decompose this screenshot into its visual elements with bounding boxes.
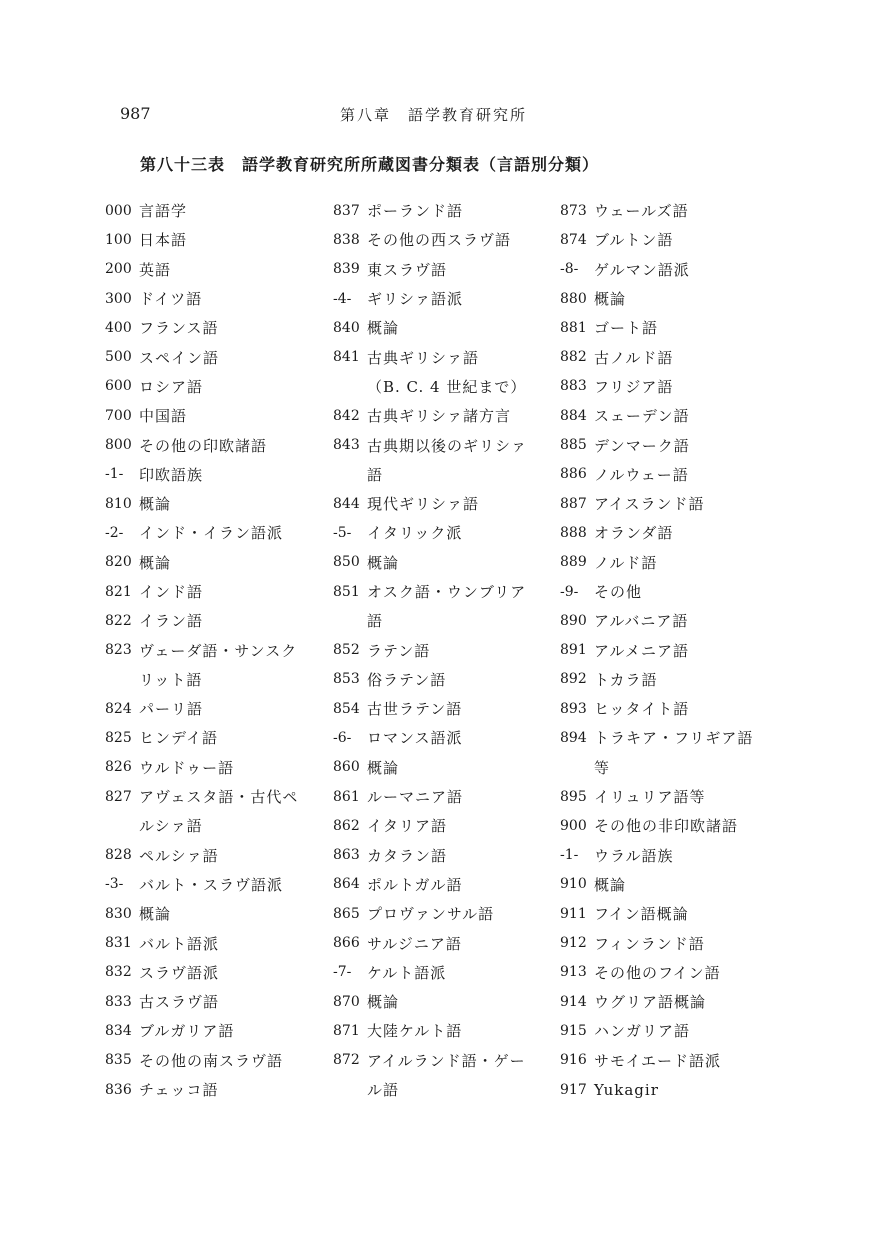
class-label: 日本語 xyxy=(139,231,188,250)
class-label: イタリア語 xyxy=(367,817,448,836)
class-code: 500 xyxy=(105,349,132,366)
class-code: 833 xyxy=(105,993,132,1010)
classification-row xyxy=(333,694,568,723)
class-code: 865 xyxy=(333,905,360,922)
class-code: -1- xyxy=(560,847,579,864)
class-code: 100 xyxy=(105,231,132,248)
class-code: 890 xyxy=(560,612,587,629)
classification-row xyxy=(560,723,795,752)
classification-row xyxy=(560,635,795,664)
class-code: 851 xyxy=(333,583,360,600)
class-code: 823 xyxy=(105,642,132,659)
class-label: ラテン語 xyxy=(367,641,431,660)
class-code: 889 xyxy=(560,554,587,571)
classification-row xyxy=(105,518,340,547)
class-code: 800 xyxy=(105,437,132,454)
classification-row xyxy=(105,958,340,987)
class-label: アイルランド語・ゲー xyxy=(367,1051,526,1070)
classification-row xyxy=(560,1075,795,1104)
classification-row xyxy=(105,987,340,1016)
classification-row xyxy=(333,489,568,518)
class-label: その他の南スラヴ語 xyxy=(139,1051,284,1070)
class-label: ゴート語 xyxy=(594,319,659,338)
class-label: ロシア語 xyxy=(139,377,204,396)
classification-row xyxy=(105,928,340,957)
classification-row xyxy=(560,196,795,225)
class-label: イリュリア語等 xyxy=(594,788,706,807)
classification-row xyxy=(333,1016,568,1045)
class-label: ヴェーダ語・サンスク xyxy=(139,641,298,660)
class-code: 874 xyxy=(560,231,587,248)
class-code: 820 xyxy=(105,554,132,571)
class-code: 864 xyxy=(333,876,360,893)
class-code: 886 xyxy=(560,466,587,483)
class-label: スェーデン語 xyxy=(594,407,690,426)
class-label: その他 xyxy=(594,583,643,601)
classification-column-2 xyxy=(333,196,568,1104)
class-label: 言語学 xyxy=(139,202,188,221)
classification-row xyxy=(560,1016,795,1045)
class-code: 900 xyxy=(560,817,587,834)
classification-row xyxy=(560,841,795,870)
class-label: その他のフイン語 xyxy=(594,963,721,982)
class-label: 俗ラテン語 xyxy=(367,670,447,689)
classification-row xyxy=(560,489,795,518)
classification-row xyxy=(560,694,795,723)
class-label: インド語 xyxy=(139,583,204,601)
running-head: 第八章 語学教育研究所 xyxy=(340,106,528,124)
page-header xyxy=(0,104,874,128)
classification-row xyxy=(333,577,568,606)
classification-row xyxy=(560,665,795,694)
classification-row xyxy=(105,723,340,752)
class-label: カタラン語 xyxy=(367,846,448,865)
classification-row xyxy=(560,313,795,342)
class-code: 843 xyxy=(333,437,360,454)
class-code: 844 xyxy=(333,495,360,512)
classification-row xyxy=(333,811,568,840)
classification-row xyxy=(333,870,568,899)
class-code: 871 xyxy=(333,1022,360,1039)
class-label: ギリシァ語派 xyxy=(367,290,464,309)
class-code: 880 xyxy=(560,290,587,307)
class-label: 概論 xyxy=(139,553,172,572)
class-label: 大陸ケルト語 xyxy=(367,1022,463,1041)
class-label: バルト・スラヴ語派 xyxy=(139,875,284,894)
class-label: オスク語・ウンブリア xyxy=(367,583,527,601)
classification-row xyxy=(105,548,340,577)
classification-row xyxy=(333,987,568,1016)
classification-row xyxy=(105,606,340,635)
class-code: 911 xyxy=(560,905,587,922)
classification-row xyxy=(560,401,795,430)
class-label: ヒッタイト語 xyxy=(594,700,690,719)
class-code: 000 xyxy=(105,202,132,219)
class-label: プロヴァンサル語 xyxy=(367,905,495,924)
class-code: 834 xyxy=(105,1022,132,1039)
class-code: 887 xyxy=(560,495,587,512)
class-label: 古世ラテン語 xyxy=(367,700,463,719)
classification-row xyxy=(333,255,568,284)
class-code: 853 xyxy=(333,671,360,688)
classification-row xyxy=(560,606,795,635)
page-number: 987 xyxy=(120,104,151,123)
class-label: トラキア・フリギア語 xyxy=(594,729,754,748)
class-label: イラン語 xyxy=(139,612,204,631)
classification-row xyxy=(560,928,795,957)
classification-row xyxy=(560,753,795,782)
classification-row xyxy=(333,753,568,782)
class-code: 894 xyxy=(560,729,587,746)
classification-row xyxy=(560,1046,795,1075)
class-label: チェッコ語 xyxy=(139,1081,219,1100)
class-label: 古典期以後のギリシァ xyxy=(367,436,528,455)
classification-row xyxy=(560,518,795,547)
class-code: -2- xyxy=(105,524,124,541)
classification-row xyxy=(560,342,795,371)
classification-row xyxy=(560,987,795,1016)
class-code: -6- xyxy=(333,729,352,746)
class-code: 841 xyxy=(333,349,360,366)
class-label: ヒンデイ語 xyxy=(139,729,218,748)
class-code: 400 xyxy=(105,319,132,336)
class-code: 866 xyxy=(333,935,360,952)
class-code: 860 xyxy=(333,759,360,776)
class-label: ケルト語派 xyxy=(367,963,447,982)
class-code: 862 xyxy=(333,817,360,834)
classification-row xyxy=(105,1075,340,1104)
class-label: その他の非印欧諸語 xyxy=(594,817,739,836)
class-label: イタリック派 xyxy=(367,524,463,543)
classification-row xyxy=(105,489,340,518)
classification-row xyxy=(560,577,795,606)
classification-row xyxy=(105,196,340,225)
classification-row xyxy=(105,284,340,313)
classification-row xyxy=(105,1016,340,1045)
class-code: 916 xyxy=(560,1052,587,1069)
class-label: アルメニア語 xyxy=(594,641,689,660)
classification-row xyxy=(333,782,568,811)
class-label: その他の西スラヴ語 xyxy=(367,231,512,250)
class-label: ゲルマン語派 xyxy=(594,260,690,279)
class-code: 891 xyxy=(560,642,587,659)
class-label: ルシァ語 xyxy=(139,817,203,836)
classification-row xyxy=(333,313,568,342)
classification-row xyxy=(105,665,340,694)
class-code: 892 xyxy=(560,671,587,688)
class-code: 836 xyxy=(105,1081,132,1098)
class-label: ウェールズ語 xyxy=(594,202,689,221)
class-code: 838 xyxy=(333,231,360,248)
classification-row xyxy=(560,548,795,577)
class-code: 910 xyxy=(560,876,587,893)
classification-row xyxy=(333,225,568,254)
class-label: 概論 xyxy=(139,495,172,514)
class-label: その他の印欧諸語 xyxy=(139,436,268,455)
classification-row xyxy=(560,225,795,254)
classification-row xyxy=(333,372,568,401)
class-label: 等 xyxy=(594,758,611,777)
classification-row xyxy=(560,899,795,928)
class-code: -9- xyxy=(560,583,579,600)
class-label: 印欧語族 xyxy=(139,465,204,484)
classification-row xyxy=(333,430,568,459)
class-label: ブルトン語 xyxy=(594,231,674,250)
class-code: -4- xyxy=(333,290,352,307)
classification-row xyxy=(105,782,340,811)
class-label: ウラル語族 xyxy=(594,846,674,865)
classification-row xyxy=(560,958,795,987)
class-code: 827 xyxy=(105,788,132,805)
class-label: Yukagir xyxy=(594,1080,659,1099)
class-label: ウルドゥー語 xyxy=(139,758,235,777)
classification-row xyxy=(333,723,568,752)
class-code: 885 xyxy=(560,437,587,454)
classification-row xyxy=(333,1046,568,1075)
class-label: アイスランド語 xyxy=(594,495,705,514)
class-label: ロマンス語派 xyxy=(367,729,463,748)
class-code: 828 xyxy=(105,847,132,864)
class-label: フィンランド語 xyxy=(594,934,705,953)
classification-column-1 xyxy=(105,196,340,1104)
class-code: 870 xyxy=(333,993,360,1010)
class-label: 古ノルド語 xyxy=(594,348,674,367)
class-code: 861 xyxy=(333,788,360,805)
class-code: 863 xyxy=(333,847,360,864)
class-code: 842 xyxy=(333,407,360,424)
classification-row xyxy=(105,313,340,342)
class-code: 600 xyxy=(105,378,132,395)
class-label: ハンガリア語 xyxy=(594,1022,691,1041)
class-label: スペイン語 xyxy=(139,348,220,367)
classification-row xyxy=(333,1075,568,1104)
classification-row xyxy=(105,430,340,459)
class-code: 810 xyxy=(105,495,132,512)
class-label: サモイエード語派 xyxy=(594,1051,721,1070)
class-code: 837 xyxy=(333,202,360,219)
classification-row xyxy=(333,606,568,635)
class-label: 古典ギリシァ諸方言 xyxy=(367,407,512,426)
classification-row xyxy=(105,753,340,782)
class-label: インド・イラン語派 xyxy=(139,524,284,543)
class-code: 839 xyxy=(333,261,360,278)
classification-row xyxy=(333,635,568,664)
class-code: 882 xyxy=(560,349,587,366)
class-label: サルジニア語 xyxy=(367,934,462,953)
class-label: 中国語 xyxy=(139,407,188,426)
class-label: （B. C. 4 世紀まで） xyxy=(367,377,527,396)
class-label: 概論 xyxy=(594,875,627,894)
class-label: フイン語概論 xyxy=(594,905,689,924)
class-label: オランダ語 xyxy=(594,524,674,543)
class-code: 914 xyxy=(560,993,587,1010)
classification-row xyxy=(105,372,340,401)
classification-row xyxy=(105,841,340,870)
class-code: 872 xyxy=(333,1052,360,1069)
class-code: 300 xyxy=(105,290,132,307)
class-code: 888 xyxy=(560,524,587,541)
class-label: 古スラヴ語 xyxy=(139,993,220,1012)
classification-row xyxy=(333,899,568,928)
classification-row xyxy=(105,870,340,899)
class-label: トカラ語 xyxy=(594,670,658,689)
class-code: 825 xyxy=(105,729,132,746)
class-code: 893 xyxy=(560,700,587,717)
class-code: 821 xyxy=(105,583,132,600)
classification-row xyxy=(333,518,568,547)
class-label: ウグリア語概論 xyxy=(594,993,707,1012)
class-label: ノルウェー語 xyxy=(594,465,689,484)
classification-row xyxy=(105,899,340,928)
class-label: フランス語 xyxy=(139,319,219,338)
class-label: ポーランド語 xyxy=(367,202,464,221)
class-label: 語 xyxy=(367,612,384,631)
class-code: -5- xyxy=(333,524,352,541)
classification-row xyxy=(105,577,340,606)
classification-row xyxy=(105,694,340,723)
classification-row xyxy=(560,284,795,313)
class-code: 830 xyxy=(105,905,132,922)
class-label: スラヴ語派 xyxy=(139,963,220,982)
class-label: ペルシァ語 xyxy=(139,846,219,865)
class-label: リット語 xyxy=(139,670,203,689)
classification-row xyxy=(105,811,340,840)
class-label: 東スラヴ語 xyxy=(367,260,448,279)
class-code: -1- xyxy=(105,466,124,483)
class-label: デンマーク語 xyxy=(594,436,690,455)
class-code: 895 xyxy=(560,788,587,805)
class-code: 835 xyxy=(105,1052,132,1069)
class-code: 881 xyxy=(560,319,587,336)
classification-row xyxy=(560,870,795,899)
class-code: 822 xyxy=(105,612,132,629)
classification-row xyxy=(105,401,340,430)
classification-row xyxy=(105,635,340,664)
classification-row xyxy=(333,401,568,430)
class-label: 英語 xyxy=(139,260,172,279)
classification-row xyxy=(333,928,568,957)
class-label: 語 xyxy=(367,465,384,484)
classification-row xyxy=(333,841,568,870)
classification-row xyxy=(333,460,568,489)
class-code: 824 xyxy=(105,700,132,717)
class-label: 概論 xyxy=(367,758,400,777)
class-label: バルト語派 xyxy=(139,934,220,953)
class-label: ブルガリア語 xyxy=(139,1022,235,1041)
class-code: -8- xyxy=(560,261,579,278)
classification-column-3 xyxy=(560,196,795,1104)
class-label: アヴェスタ語・古代ペ xyxy=(139,788,299,807)
classification-row xyxy=(560,372,795,401)
classification-row xyxy=(560,255,795,284)
table-title: 第八十三表 語学教育研究所所蔵図書分類表（言語別分類） xyxy=(140,155,600,174)
class-label: ドイツ語 xyxy=(139,290,203,309)
class-code: 826 xyxy=(105,759,132,776)
class-code: 200 xyxy=(105,261,132,278)
class-code: 917 xyxy=(560,1081,587,1098)
class-label: フリジア語 xyxy=(594,377,674,396)
classification-row xyxy=(333,548,568,577)
classification-row xyxy=(333,665,568,694)
class-label: 概論 xyxy=(139,905,172,924)
class-code: 832 xyxy=(105,964,132,981)
classification-row xyxy=(105,342,340,371)
class-code: 913 xyxy=(560,964,587,981)
class-code: 850 xyxy=(333,554,360,571)
class-code: 700 xyxy=(105,407,132,424)
class-label: 現代ギリシァ語 xyxy=(367,495,480,514)
classification-row xyxy=(333,284,568,313)
class-label: 概論 xyxy=(367,993,400,1012)
class-code: 884 xyxy=(560,407,587,424)
class-code: 873 xyxy=(560,202,587,219)
class-label: 概論 xyxy=(594,290,627,309)
class-code: 831 xyxy=(105,935,132,952)
class-code: 915 xyxy=(560,1022,587,1039)
class-code: 883 xyxy=(560,378,587,395)
classification-row xyxy=(560,811,795,840)
class-label: 概論 xyxy=(367,553,400,572)
class-label: 古典ギリシァ語 xyxy=(367,348,480,367)
classification-row xyxy=(560,782,795,811)
classification-row xyxy=(105,460,340,489)
classification-row xyxy=(105,1046,340,1075)
classification-row xyxy=(333,342,568,371)
class-code: 854 xyxy=(333,700,360,717)
classification-row xyxy=(560,430,795,459)
classification-row xyxy=(560,460,795,489)
class-label: パーリ語 xyxy=(139,700,204,719)
class-code: -7- xyxy=(333,964,352,981)
classification-row xyxy=(333,196,568,225)
class-code: -3- xyxy=(105,876,124,893)
class-code: 912 xyxy=(560,935,587,952)
class-label: 概論 xyxy=(367,319,400,338)
classification-row xyxy=(333,958,568,987)
class-label: ルーマニア語 xyxy=(367,788,464,807)
class-label: ノルド語 xyxy=(594,553,658,572)
classification-row xyxy=(105,225,340,254)
class-code: 840 xyxy=(333,319,360,336)
classification-row xyxy=(105,255,340,284)
class-label: ル語 xyxy=(367,1081,400,1100)
class-label: アルバニア語 xyxy=(594,612,689,631)
class-code: 852 xyxy=(333,642,360,659)
class-label: ポルトガル語 xyxy=(367,875,463,894)
